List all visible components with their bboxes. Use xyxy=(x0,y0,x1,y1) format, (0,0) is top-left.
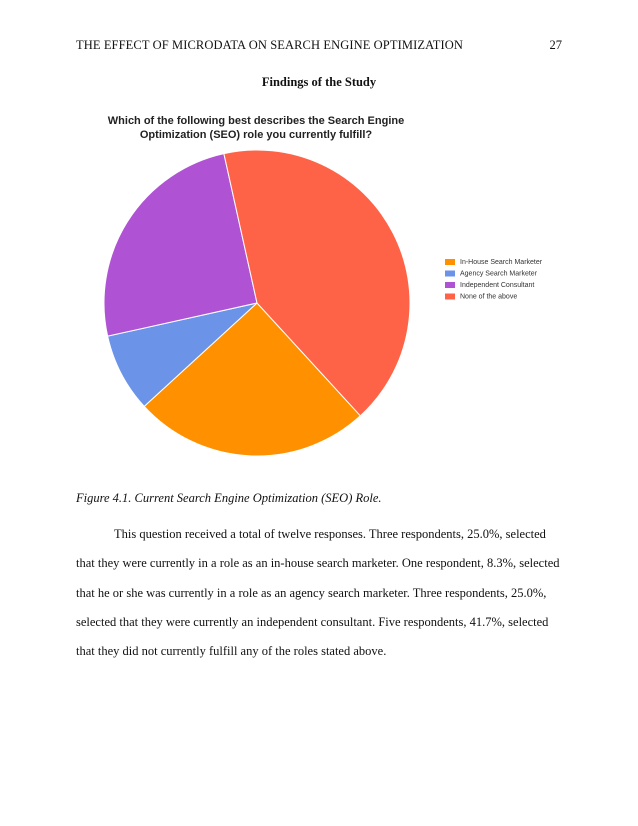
legend-swatch xyxy=(445,271,455,277)
chart-title-line-2: Optimization (SEO) role you currently fulfill? xyxy=(139,129,373,141)
legend-swatch xyxy=(445,259,455,265)
section-heading: Findings of the Study xyxy=(261,75,377,89)
chart-title-line-1: Which of the following best describes the Search Engine xyxy=(107,115,405,127)
legend-label: In-House Search Marketer xyxy=(460,259,543,266)
legend-swatch xyxy=(445,282,455,288)
body-paragraph xyxy=(76,520,572,666)
page-number: 27 xyxy=(549,38,562,52)
running-head: THE EFFECT OF MICRODATA ON SEARCH ENGINE OPTIMIZATION xyxy=(76,38,464,52)
body-line: This question received a total of twelve responses. Three respondents, 25.0%, selected xyxy=(114,527,546,541)
body-line: that they were currently in a role as an in-house search marketer. One respondent, 8.3%, selected xyxy=(76,556,560,571)
legend-label: Independent Consultant xyxy=(460,282,535,289)
body-line: selected that they were currently an independent consultant. Five respondents, 41.7%, selected xyxy=(76,614,549,629)
legend-label: Agency Search Marketer xyxy=(460,270,538,278)
legend-label: None of the above xyxy=(460,293,518,301)
body-line: that they did not currently fulfill any of the roles stated above. xyxy=(76,644,387,659)
legend-swatch xyxy=(445,294,455,300)
figure-caption: Figure 4.1. Current Search Engine Optimization (SEO) Role. xyxy=(76,491,382,505)
chart-legend xyxy=(445,259,543,301)
pie-slices xyxy=(104,150,410,456)
body-line: that he or she was currently in a role as an agency search marketer. Three respondents, 25.0%, xyxy=(76,585,547,600)
